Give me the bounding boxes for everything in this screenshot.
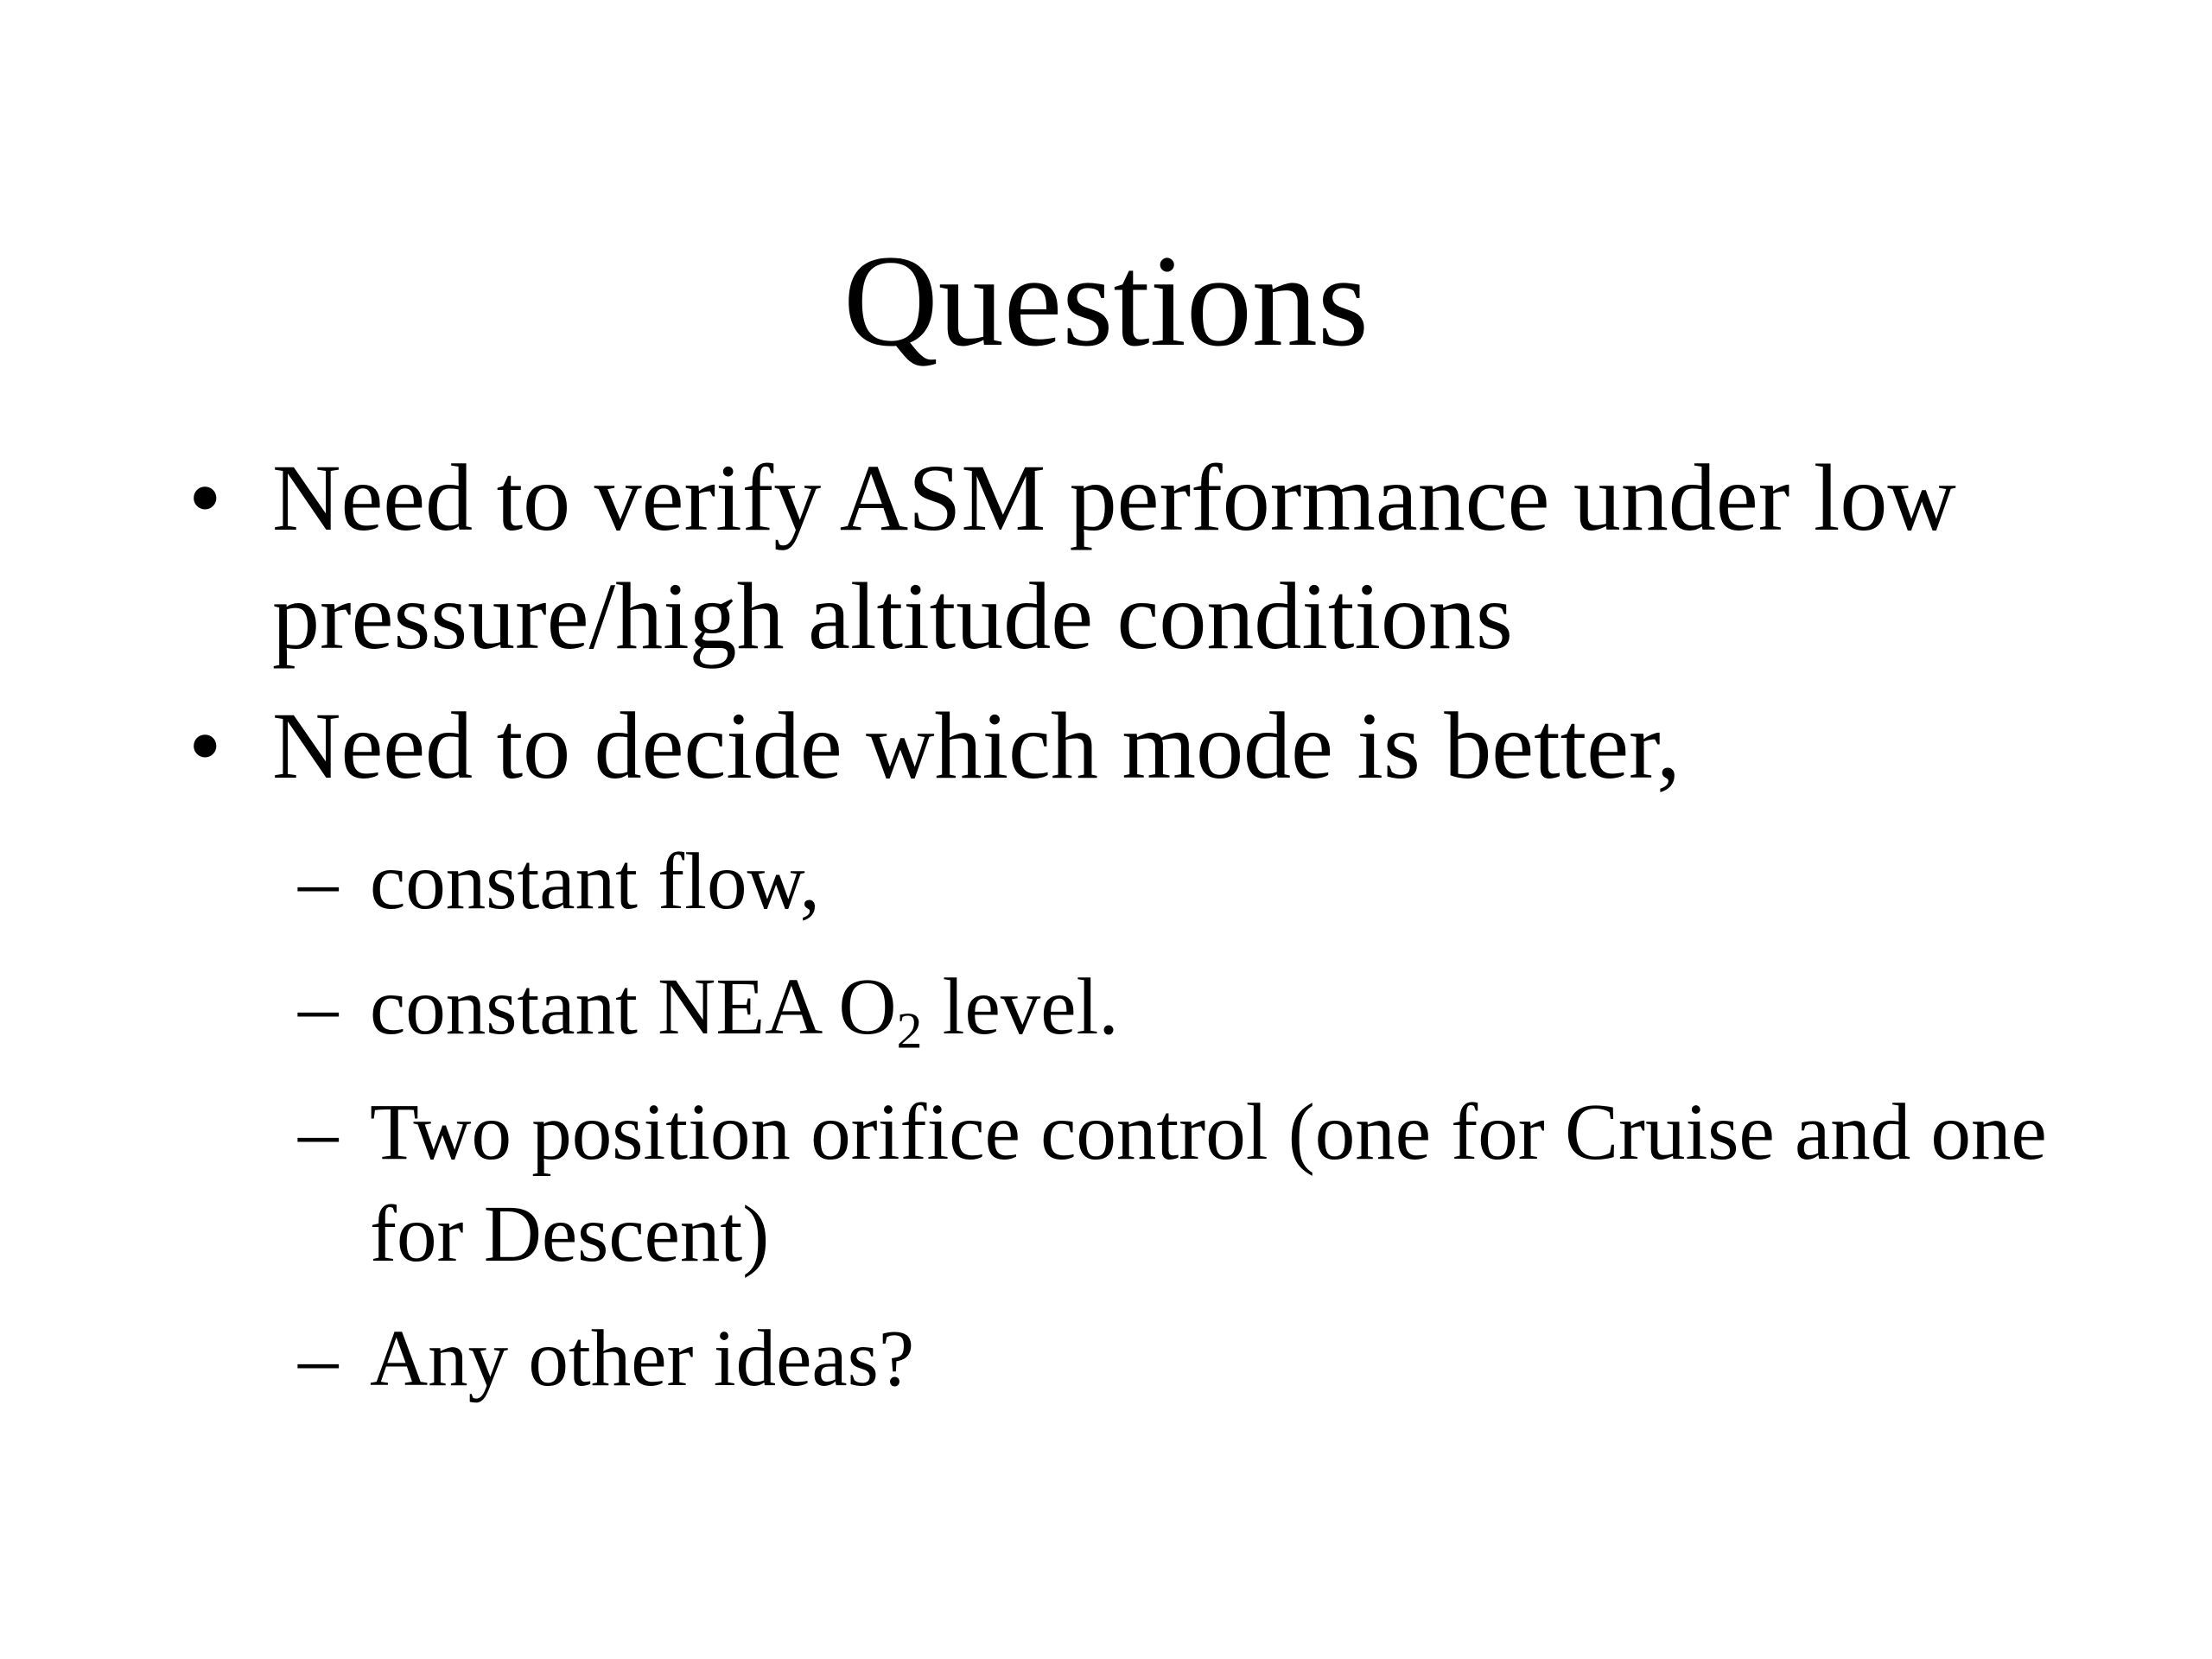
subscript-two: 2 — [896, 1001, 923, 1059]
sub-bullet-text-before: constant NEA O — [370, 963, 897, 1052]
sub-bullet-constant-nea — [370, 957, 2150, 1058]
sub-bullet-marker: – — [298, 963, 339, 1052]
sub-bullet-text-after: level. — [922, 963, 1119, 1052]
sub-bullet-two-position: Two position orifice control (one for Cruise and one for Descent) — [370, 1088, 2047, 1279]
bullet-item-decide-mode: Need to decide which mode is better, — [272, 693, 1681, 798]
bullet-item-verify-asm: Need to verify ASM performance under low pressure/high altitude conditions — [272, 445, 1956, 669]
sub-bullet-marker: – — [298, 1088, 339, 1177]
sub-bullet-constant-flow: constant flow, — [370, 837, 820, 926]
sub-bullet-marker: – — [298, 1314, 339, 1403]
bullet-marker: • — [188, 693, 222, 798]
slide-title: Questions — [843, 228, 1369, 373]
sub-bullet-marker: – — [298, 837, 339, 926]
sub-bullet-other-ideas: Any other ideas? — [370, 1314, 915, 1403]
bullet-marker: • — [188, 445, 222, 550]
